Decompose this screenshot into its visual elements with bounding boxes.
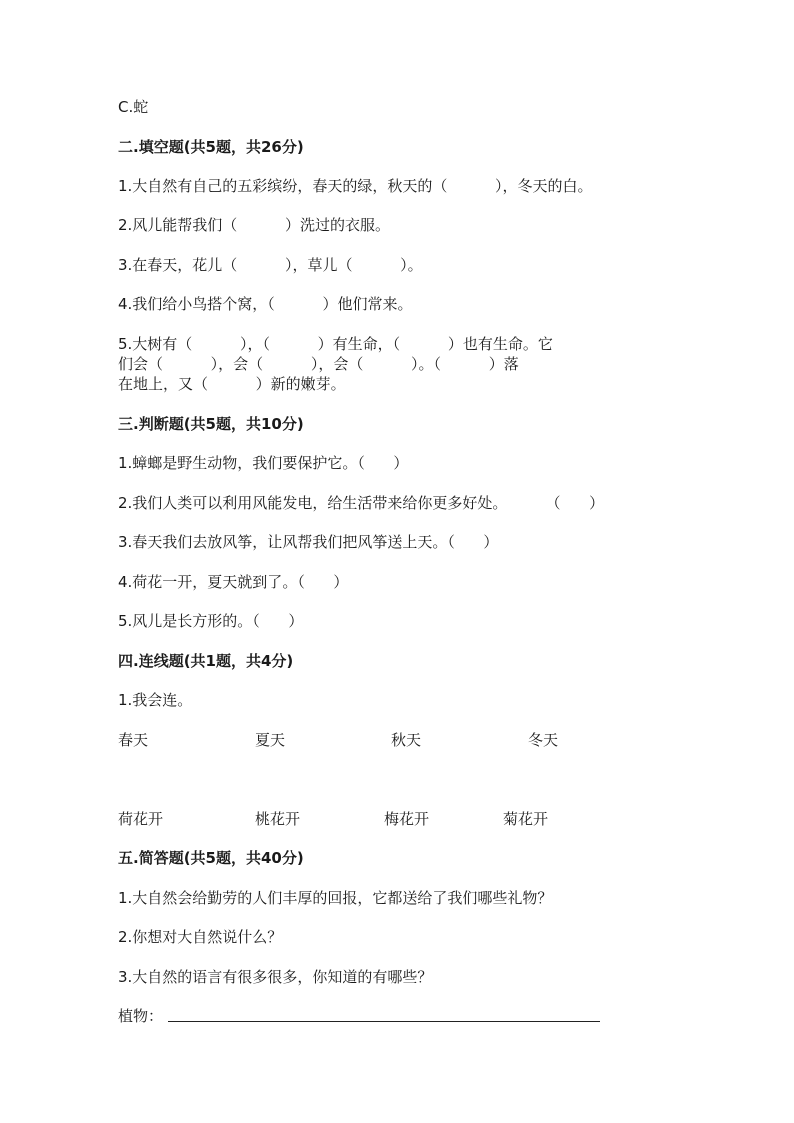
short-q1: 1.大自然会给勤劳的人们丰厚的回报，它都送给了我们哪些礼物？ bbox=[118, 889, 553, 907]
option-c: C.蛇 bbox=[118, 98, 149, 116]
match-q1: 1.我会连。 bbox=[118, 691, 193, 709]
section2-title: 二.填空题(共5题，共26分) bbox=[118, 138, 304, 156]
section3-title: 三.判断题(共5题，共10分) bbox=[118, 415, 304, 433]
fill-q5-line3: 在地上，又（ ）新的嫩芽。 bbox=[118, 375, 346, 393]
judge-q2: 2.我们人类可以利用风能发电，给生活带来给你更多好处。 （ ） bbox=[118, 494, 605, 512]
judge-q5: 5.风儿是长方形的。（ ） bbox=[118, 612, 304, 630]
season-summer[interactable]: 夏天 bbox=[255, 731, 286, 749]
judge-q3: 3.春天我们去放风筝，让风帮我们把风筝送上天。（ ） bbox=[118, 533, 499, 551]
section4-title: 四.连线题(共1题，共4分) bbox=[118, 652, 294, 670]
season-winter[interactable]: 冬天 bbox=[528, 731, 559, 749]
section5-title: 五.简答题(共5题，共40分) bbox=[118, 849, 304, 867]
short-q2: 2.你想对大自然说什么？ bbox=[118, 928, 283, 946]
judge-q4: 4.荷花一开，夏天就到了。（ ） bbox=[118, 573, 349, 591]
fill-q1: 1.大自然有自己的五彩缤纷，春天的绿，秋天的（ ），冬天的白。 bbox=[118, 177, 593, 195]
fill-q5-line2: 们会（ ），会（ ），会（ ）。（ ）落 bbox=[118, 355, 519, 373]
fill-q4: 4.我们给小鸟搭个窝，（ ）他们常来。 bbox=[118, 295, 413, 313]
flower-plum[interactable]: 梅花开 bbox=[384, 810, 430, 828]
fill-q2: 2.风儿能帮我们（ ）洗过的衣服。 bbox=[118, 216, 390, 234]
short-q3: 3.大自然的语言有很多很多，你知道的有哪些？ bbox=[118, 968, 433, 986]
judge-q1: 1.蟑螂是野生动物，我们要保护它。（ ） bbox=[118, 454, 409, 472]
flower-lotus[interactable]: 荷花开 bbox=[118, 810, 164, 828]
season-autumn[interactable]: 秋天 bbox=[391, 731, 422, 749]
fill-q3: 3.在春天，花儿（ ），草儿（ ）。 bbox=[118, 256, 423, 274]
season-spring[interactable]: 春天 bbox=[118, 731, 149, 749]
fill-q5-line1: 5.大树有（ ），（ ）有生命，（ ）也有生命。它 bbox=[118, 335, 553, 353]
plant-label: 植物： bbox=[118, 1007, 164, 1025]
flower-chrysanthemum[interactable]: 菊花开 bbox=[503, 810, 549, 828]
flower-peach[interactable]: 桃花开 bbox=[255, 810, 301, 828]
plant-answer-line[interactable] bbox=[168, 1021, 600, 1022]
